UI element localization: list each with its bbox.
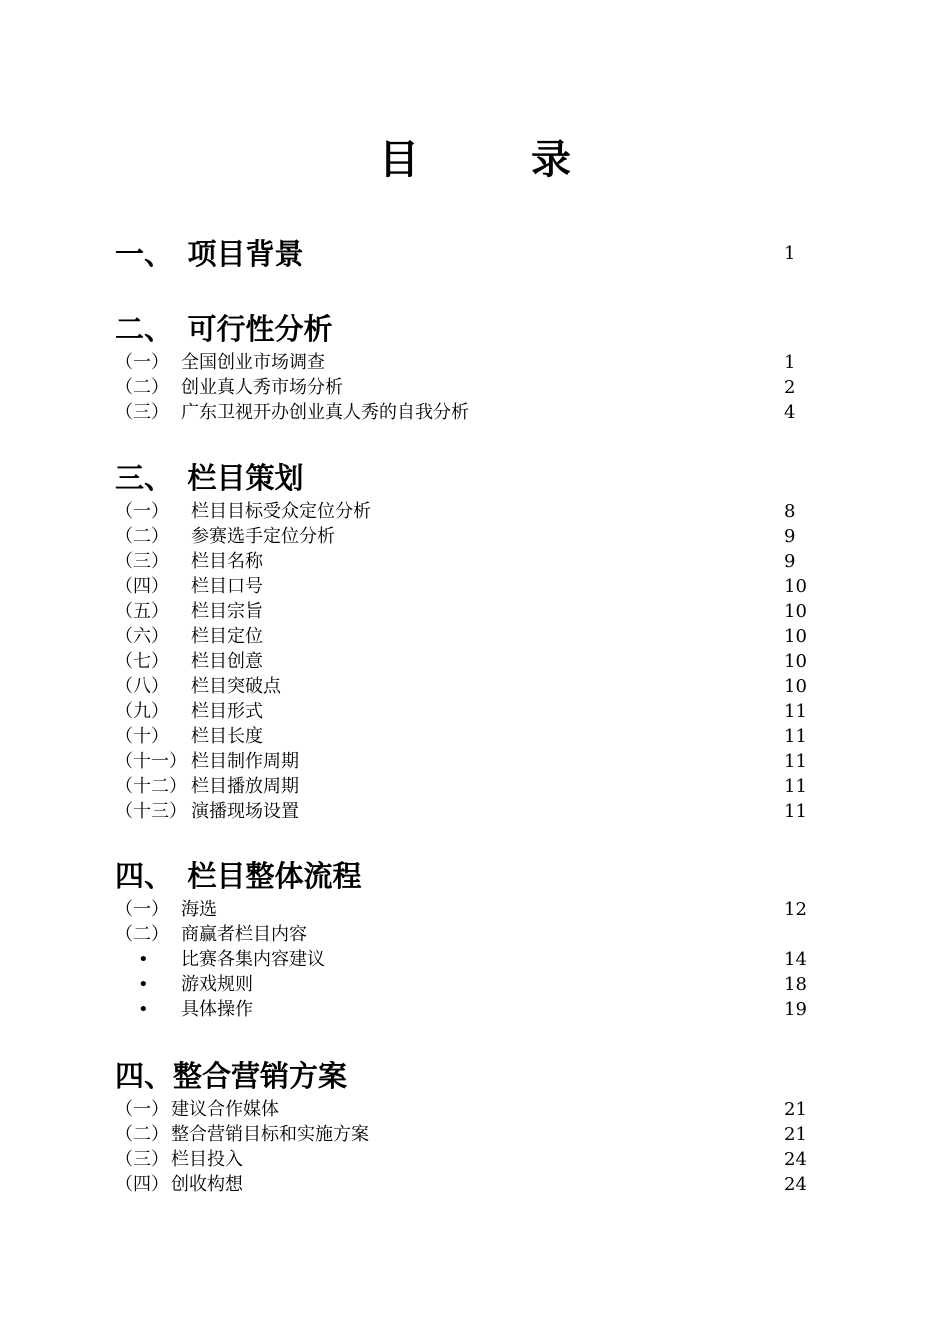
toc-entry[interactable] xyxy=(115,499,815,524)
page-title: 目 录 xyxy=(379,136,607,183)
entry-title: 栏目形式 xyxy=(191,701,263,722)
entry-title: 栏目播放周期 xyxy=(191,776,299,797)
entry-number: （三） xyxy=(115,402,169,423)
entry-title: 建议合作媒体 xyxy=(171,1099,279,1120)
toc-entry[interactable] xyxy=(115,699,815,724)
entry-title: 海选 xyxy=(181,899,217,920)
entry-title: 栏目投入 xyxy=(171,1149,243,1170)
entry-number: （一） xyxy=(115,352,169,373)
toc-entry[interactable] xyxy=(115,1147,815,1172)
entry-number: （二） xyxy=(115,924,169,945)
entry-title: 栏目创意 xyxy=(191,651,263,672)
toc-entry[interactable] xyxy=(115,972,815,997)
toc-entry[interactable] xyxy=(115,799,815,824)
entry-page: 12 xyxy=(784,899,807,920)
entry-page: 9 xyxy=(784,526,796,547)
entry-number: （十一） xyxy=(115,751,187,772)
entry-title: 参赛选手定位分析 xyxy=(191,526,335,547)
toc-entry[interactable] xyxy=(115,724,815,749)
section-heading: 三、 栏目策划 xyxy=(115,461,304,495)
entry-title: 比赛各集内容建议 xyxy=(181,949,325,970)
entry-page: 9 xyxy=(784,551,796,572)
entry-page: 10 xyxy=(784,576,807,597)
entry-number: （十二） xyxy=(115,776,187,797)
section-heading: 四、 栏目整体流程 xyxy=(115,859,362,893)
entry-page: 4 xyxy=(784,402,796,423)
toc-entry[interactable] xyxy=(115,997,815,1022)
entry-page: 11 xyxy=(784,701,807,722)
toc-entry[interactable] xyxy=(115,1122,815,1147)
bullet-icon: • xyxy=(138,974,149,995)
entry-page: 11 xyxy=(784,801,807,822)
entry-number: （一） xyxy=(115,899,169,920)
entry-page: 11 xyxy=(784,726,807,747)
entry-page: 11 xyxy=(784,751,807,772)
entry-page: 19 xyxy=(784,999,807,1020)
entry-number: （一） xyxy=(115,1099,169,1120)
toc-entry[interactable] xyxy=(115,947,815,972)
entry-title: 栏目目标受众定位分析 xyxy=(191,501,371,522)
toc-entry[interactable] xyxy=(115,375,815,400)
entry-page: 2 xyxy=(784,377,796,398)
entry-page: 21 xyxy=(784,1124,807,1145)
entry-title: 创业真人秀市场分析 xyxy=(181,377,343,398)
entry-number: （二） xyxy=(115,1124,169,1145)
entry-title: 栏目宗旨 xyxy=(191,601,263,622)
entry-number: （九） xyxy=(115,701,169,722)
entry-page: 24 xyxy=(784,1149,807,1170)
toc-entry[interactable] xyxy=(115,350,815,375)
toc-entry[interactable] xyxy=(115,624,815,649)
entry-page: 10 xyxy=(784,601,807,622)
bullet-icon: • xyxy=(138,949,149,970)
entry-number: （一） xyxy=(115,501,169,522)
entry-number: （六） xyxy=(115,626,169,647)
entry-number: （三） xyxy=(115,551,169,572)
entry-page: 8 xyxy=(784,501,796,522)
entry-page: 10 xyxy=(784,651,807,672)
section-heading: 四、整合营销方案 xyxy=(115,1059,348,1093)
entry-title: 广东卫视开办创业真人秀的自我分析 xyxy=(181,402,469,423)
section-page-number: 1 xyxy=(784,243,796,264)
toc-entry[interactable] xyxy=(115,749,815,774)
toc-entry[interactable] xyxy=(115,674,815,699)
entry-page: 10 xyxy=(784,626,807,647)
entry-title: 栏目突破点 xyxy=(191,676,281,697)
entry-number: （五） xyxy=(115,601,169,622)
section-heading: 二、 可行性分析 xyxy=(115,312,333,346)
entry-page: 21 xyxy=(784,1099,807,1120)
entry-page: 24 xyxy=(784,1174,807,1195)
entry-title: 栏目口号 xyxy=(191,576,263,597)
entry-title: 栏目长度 xyxy=(191,726,263,747)
toc-entry[interactable] xyxy=(115,922,815,947)
toc-entry[interactable] xyxy=(115,1097,815,1122)
entry-title: 游戏规则 xyxy=(181,974,253,995)
toc-entry[interactable] xyxy=(115,649,815,674)
toc-entry[interactable] xyxy=(115,1172,815,1197)
entry-title: 整合营销目标和实施方案 xyxy=(171,1124,369,1145)
entry-number: （四） xyxy=(115,1174,169,1195)
entry-page: 11 xyxy=(784,776,807,797)
entry-number: （十三） xyxy=(115,801,187,822)
entry-number: （三） xyxy=(115,1149,169,1170)
entry-number: （二） xyxy=(115,526,169,547)
toc-entry[interactable] xyxy=(115,599,815,624)
entry-number: （二） xyxy=(115,377,169,398)
entry-title: 全国创业市场调查 xyxy=(181,352,325,373)
entry-page: 14 xyxy=(784,949,807,970)
entry-number: （四） xyxy=(115,576,169,597)
entry-number: （七） xyxy=(115,651,169,672)
entry-title: 商赢者栏目内容 xyxy=(181,924,307,945)
toc-entry[interactable] xyxy=(115,524,815,549)
entry-title: 栏目名称 xyxy=(191,551,263,572)
entry-page: 10 xyxy=(784,676,807,697)
section-heading: 一、 项目背景 xyxy=(115,237,304,271)
entry-number: （十） xyxy=(115,726,169,747)
toc-entry[interactable] xyxy=(115,549,815,574)
toc-entry[interactable] xyxy=(115,574,815,599)
entry-title: 栏目制作周期 xyxy=(191,751,299,772)
entry-page: 1 xyxy=(784,352,796,373)
bullet-icon: • xyxy=(138,999,149,1020)
entry-title: 栏目定位 xyxy=(191,626,263,647)
entry-title: 创收构想 xyxy=(171,1174,243,1195)
toc-entry[interactable] xyxy=(115,774,815,799)
entry-title: 具体操作 xyxy=(181,999,253,1020)
entry-number: （八） xyxy=(115,676,169,697)
entry-title: 演播现场设置 xyxy=(191,801,299,822)
toc-entry[interactable] xyxy=(115,400,815,425)
entry-page: 18 xyxy=(784,974,807,995)
toc-entry[interactable] xyxy=(115,897,815,922)
